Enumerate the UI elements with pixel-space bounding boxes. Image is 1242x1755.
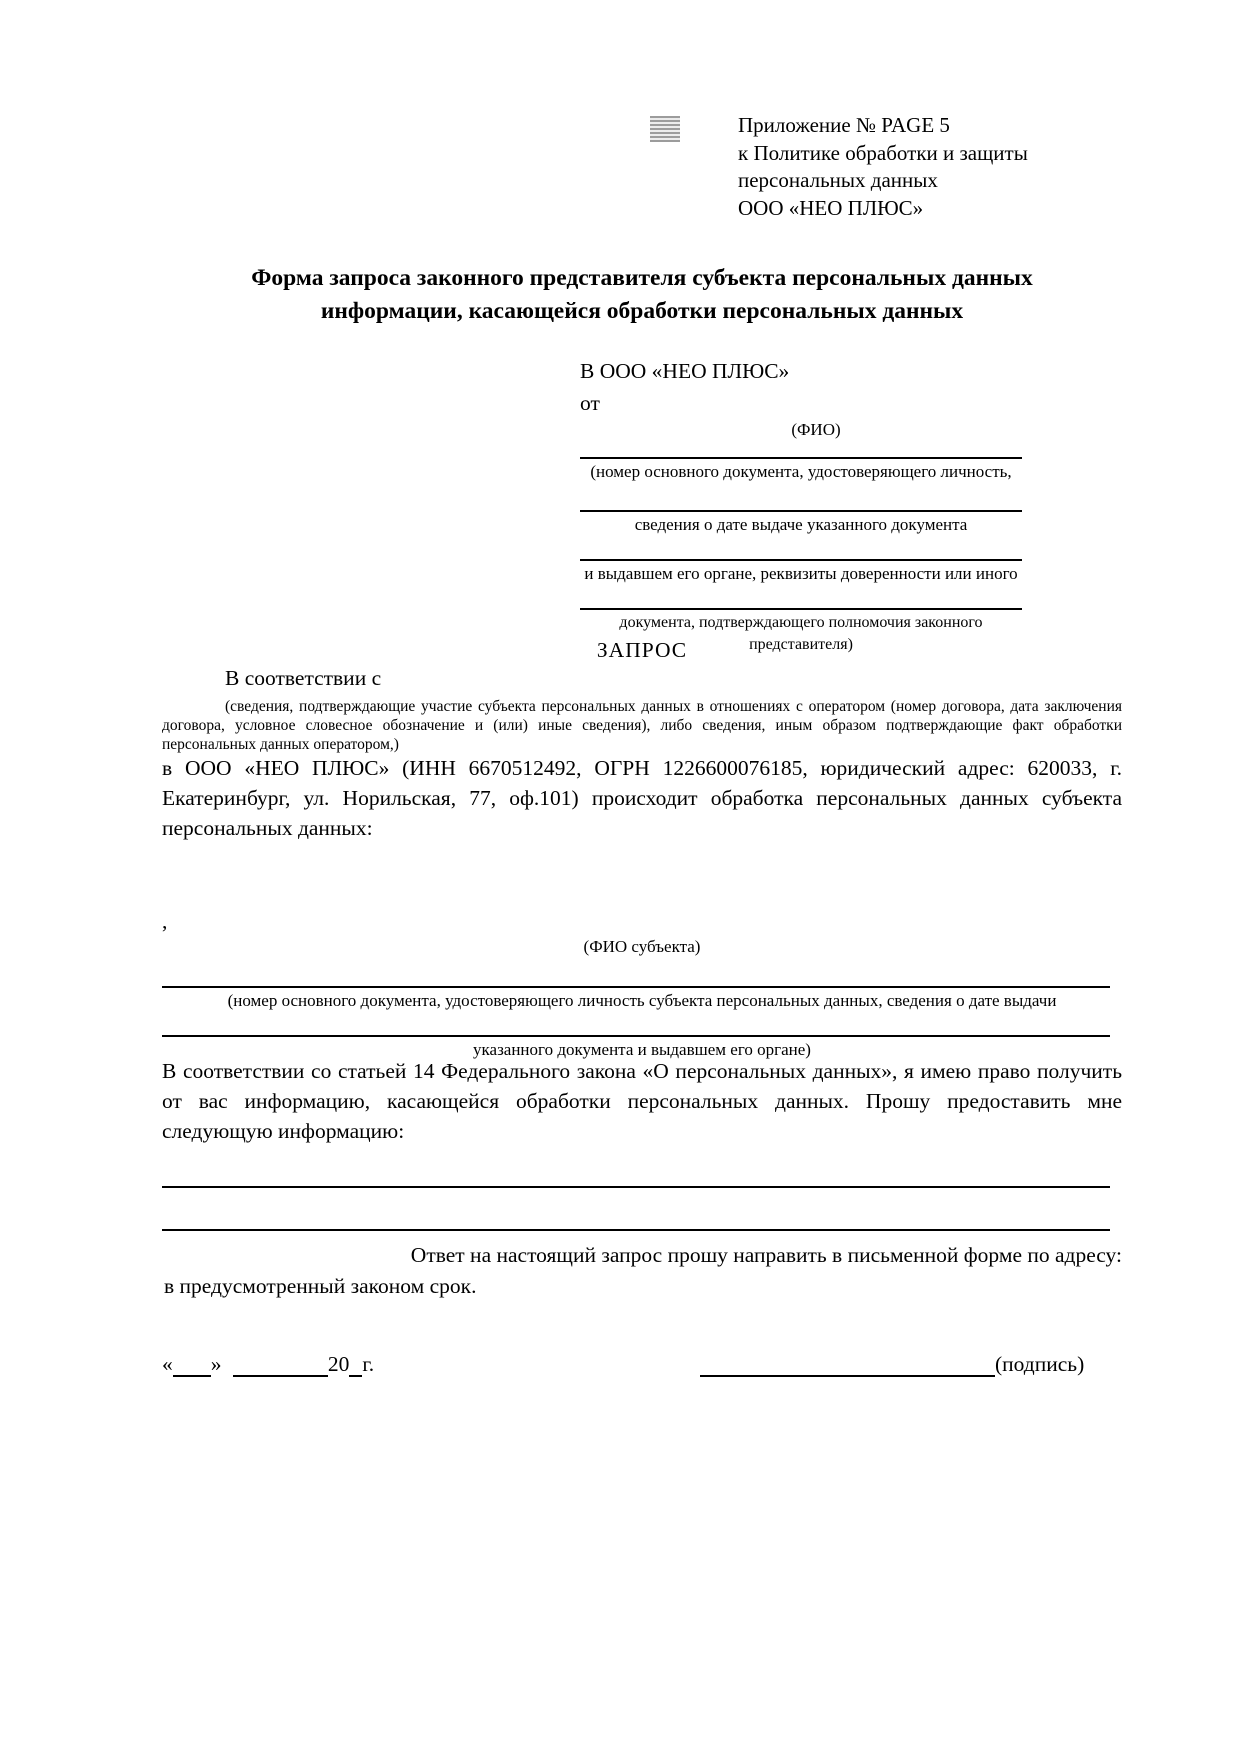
fio-caption: (ФИО) [791, 420, 841, 439]
reply-line1: Ответ на настоящий запрос прошу направить в письменной форме по адресу: [410, 1243, 1122, 1267]
issuing-authority-field-line[interactable] [580, 559, 1022, 561]
issue-date-field-line[interactable] [580, 510, 1022, 512]
appendix-header [738, 112, 1122, 222]
appendix-company-line: ООО «НЕО ПЛЮС» [738, 195, 924, 220]
document-number-caption: (номер основного документа, удостоверяющего личность, [590, 462, 1012, 481]
day-field-line[interactable] [173, 1355, 211, 1377]
subject-fio-row [162, 909, 1122, 934]
embedded-object-icon [650, 116, 680, 142]
appendix-policy-line: к Политике обработки и защиты [738, 140, 1028, 165]
subject-fio-comma: , [162, 909, 168, 933]
close-quote: » [210, 1352, 222, 1376]
signature-caption: (подпись) [995, 1352, 1085, 1376]
from-row [580, 389, 1022, 418]
signature-group [700, 1352, 1084, 1377]
authority-document-field-line[interactable] [580, 608, 1022, 610]
year-field-line[interactable] [349, 1355, 362, 1377]
appendix-data-line: персональных данных [738, 168, 938, 192]
subject-issuer-field-line[interactable] [162, 1035, 1110, 1037]
info-field-line-2[interactable] [162, 1229, 1110, 1231]
reply-line2-suffix: в предусмотренный законом срок. [164, 1274, 477, 1298]
year-suffix: г. [362, 1352, 375, 1376]
signature-field-line[interactable] [700, 1355, 995, 1377]
law-paragraph: В соответствии со статьей 14 Федерального закона «О персональных данных», я имею право получить от вас информацию, касающейся обработки персональных данных. Прошу предоставить мне следующую информацию: [162, 1059, 1122, 1143]
page-title [162, 262, 1122, 328]
open-quote: « [162, 1352, 173, 1376]
info-field-line-1[interactable] [162, 1186, 1110, 1188]
document-number-field-line[interactable] [580, 457, 1022, 459]
appendix-number-line: Приложение № PAGE 5 [738, 113, 950, 137]
reply-line2 [162, 1268, 1122, 1299]
month-field-line[interactable] [233, 1355, 328, 1377]
addressee-to: В ООО «НЕО ПЛЮС» [580, 359, 790, 383]
issuing-authority-caption: и выдавшем его органе, реквизиты доверенности или иного [584, 564, 1018, 583]
request-heading: ЗАПРОС [596, 638, 688, 662]
fine-print: (сведения, подтверждающие участие субъекта персональных данных в отношениях с оператором (номер договора, дата заключения договора, условное словесное обозначение и (или) иные сведения), либо сведения, иным образом подтверждающие факт обработки персональных данных оператором,) [162, 698, 1122, 753]
subject-fio-caption: (ФИО субъекта) [583, 937, 701, 956]
page-title-line2: информации, касающейся обработки персональных данных [320, 298, 964, 324]
authority-document-caption: документа, подтверждающего полномочия законного представителя) [619, 614, 983, 653]
subject-document-field-line[interactable] [162, 986, 1110, 988]
addressee-block [580, 357, 1022, 656]
year-prefix: 20 [327, 1352, 350, 1376]
subject-block [162, 909, 1122, 1061]
issue-date-caption: сведения о дате выдаче указанного документа [634, 515, 968, 534]
page-title-line1: Форма запроса законного представителя субъекта персональных данных [251, 265, 1033, 291]
date-group [162, 1352, 374, 1377]
accordance-lead: В соответствии с [225, 666, 382, 690]
accordance-row [225, 662, 1022, 693]
subject-document-caption: (номер основного документа, удостоверяющего личность субъекта персональных данных, сведения о дате выдачи [227, 991, 1057, 1010]
operator-paragraph: в ООО «НЕО ПЛЮС» (ИНН 6670512492, ОГРН 1226600076185, юридический адрес: 620033, г. Екатеринбург, ул. Норильская, 77, оф.101) происходит обработка персональных данных субъекта персональных данных: [162, 756, 1122, 840]
from-label: от [580, 391, 600, 415]
subject-issuer-caption: указанного документа и выдавшем его органе) [473, 1040, 811, 1059]
